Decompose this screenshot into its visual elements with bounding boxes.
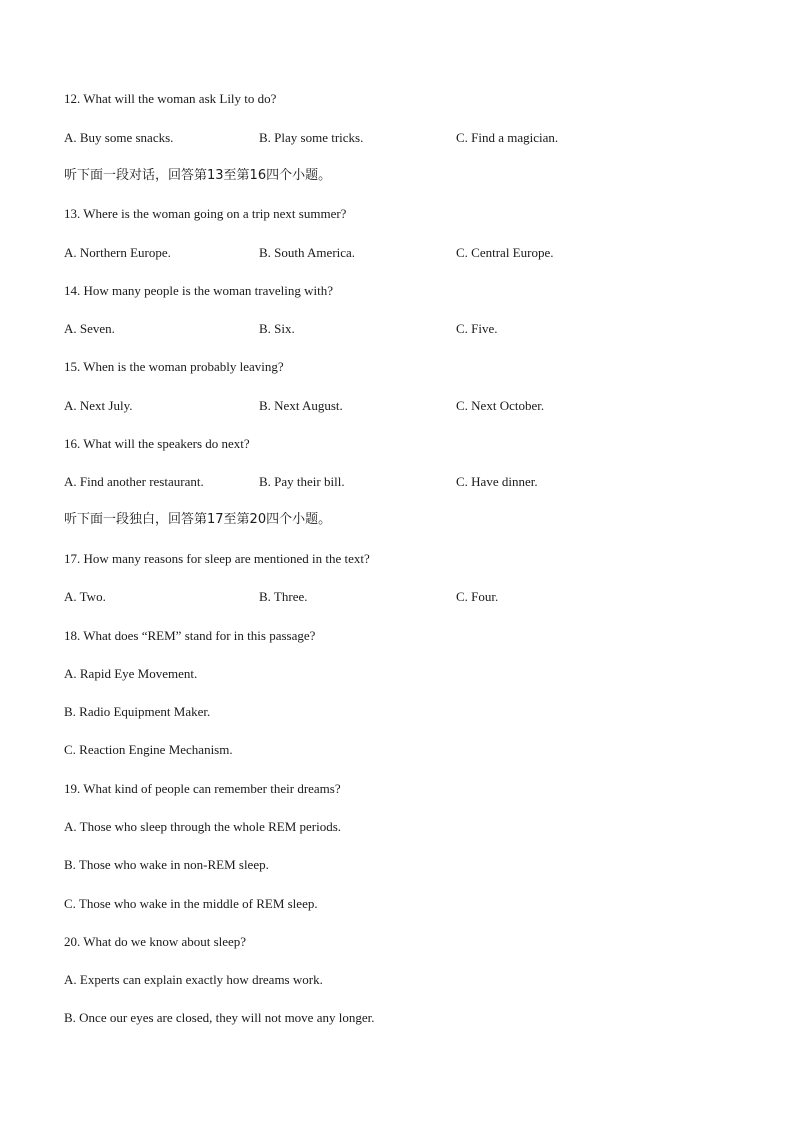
question-15-option-b: B. Next August. (259, 398, 343, 413)
question-20-stem: 20. What do we know about sleep? (64, 934, 247, 949)
question-17-option-a: A. Two. (64, 589, 106, 604)
section-instruction-1: 听下面一段对话，回答第13至第16四个小题。 (64, 168, 332, 183)
question-12-option-c: C. Find a magician. (456, 130, 559, 145)
question-17-option-b: B. Three. (259, 589, 308, 604)
question-19-option-b: B. Those who wake in non-REM sleep. (64, 857, 269, 872)
question-14-option-b: B. Six. (259, 321, 295, 336)
question-20-option-a: A. Experts can explain exactly how dreams work. (64, 972, 323, 987)
question-13-option-a: A. Northern Europe. (64, 245, 171, 260)
question-18-option-b: B. Radio Equipment Maker. (64, 704, 211, 719)
question-18-option-a: A. Rapid Eye Movement. (64, 666, 198, 681)
question-14-stem: 14. How many people is the woman traveling with? (64, 283, 333, 298)
question-16-option-c: C. Have dinner. (456, 474, 538, 489)
question-13-stem: 13. Where is the woman going on a trip next summer? (64, 206, 347, 221)
section-instruction-2: 听下面一段独白，回答第17至第20四个小题。 (64, 512, 332, 527)
question-15-option-a: A. Next July. (64, 398, 133, 413)
question-13-option-c: C. Central Europe. (456, 245, 554, 260)
question-19-stem: 19. What kind of people can remember their dreams? (64, 781, 341, 796)
question-17-stem: 17. How many reasons for sleep are mentioned in the text? (64, 551, 370, 566)
question-20-option-b: B. Once our eyes are closed, they will not move any longer. (64, 1010, 375, 1025)
question-13-option-b: B. South America. (259, 245, 356, 260)
question-18-stem: 18. What does “REM” stand for in this passage? (64, 628, 316, 643)
question-17-option-c: C. Four. (456, 589, 499, 604)
question-19-option-a: A. Those who sleep through the whole REM periods. (64, 819, 342, 834)
question-14-option-a: A. Seven. (64, 321, 115, 336)
question-16-option-b: B. Pay their bill. (259, 474, 345, 489)
question-14-option-c: C. Five. (456, 321, 498, 336)
question-12-stem: 12. What will the woman ask Lily to do? (64, 91, 277, 106)
question-15-stem: 15. When is the woman probably leaving? (64, 359, 284, 374)
question-12-option-a: A. Buy some snacks. (64, 130, 174, 145)
question-16-stem: 16. What will the speakers do next? (64, 436, 250, 451)
question-16-option-a: A. Find another restaurant. (64, 474, 204, 489)
question-18-option-c: C. Reaction Engine Mechanism. (64, 742, 233, 757)
question-15-option-c: C. Next October. (456, 398, 545, 413)
question-19-option-c: C. Those who wake in the middle of REM sleep. (64, 896, 318, 911)
question-12-option-b: B. Play some tricks. (259, 130, 364, 145)
